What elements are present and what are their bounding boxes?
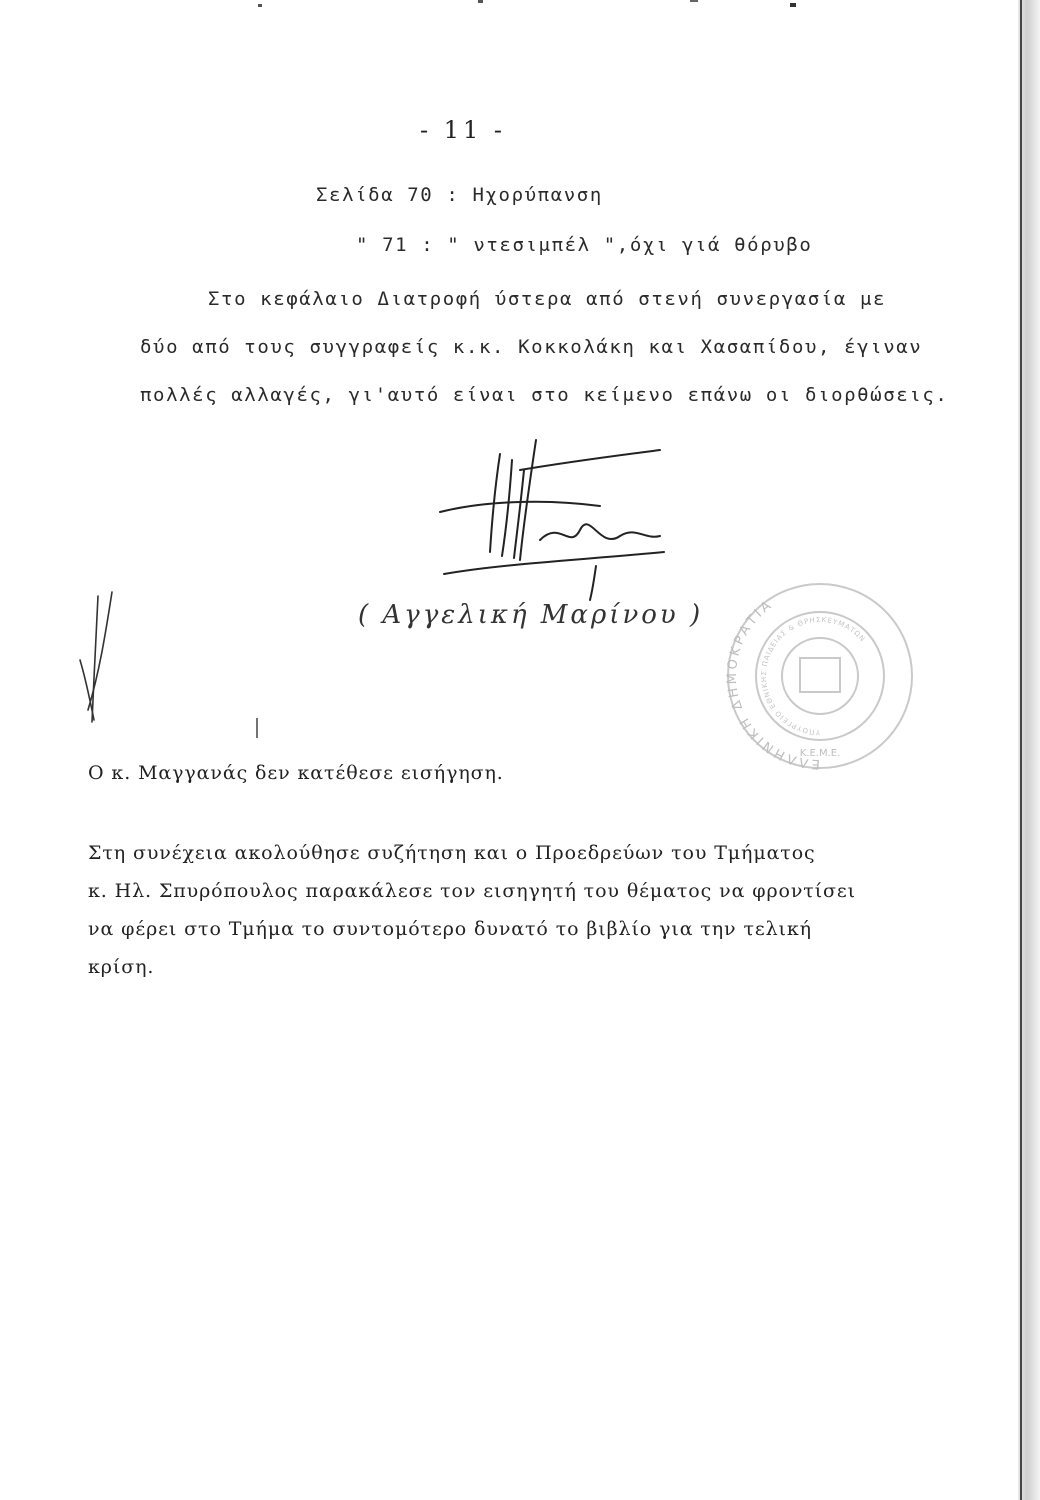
margin-mark: [70, 590, 130, 730]
closing-paragraph-line-4: κρίση.: [88, 956, 155, 978]
official-stamp: [710, 580, 930, 780]
statement-line: Ο κ. Μαγγανάς δεν κατέθεσε εισήγηση.: [88, 762, 504, 784]
intro-paragraph-line-2: δύο από τους συγγραφείς κ.κ. Κοκκολάκη και Χασαπίδου, έγιναν: [140, 336, 923, 358]
closing-paragraph-line-2: κ. Ηλ. Σπυρόπουλος παρακάλεσε τον εισηγητή του θέματος να φροντίσει: [88, 880, 857, 902]
stamp-outer-text: ΕΛΛΗΝΙΚΗ ΔΗΜΟΚΡΑΤΙΑ: [724, 596, 821, 772]
signature-scribble: [420, 440, 680, 600]
stray-mark: [254, 716, 260, 740]
closing-paragraph-line-1: Στη συνέχεια ακολούθησε συζήτηση και ο Προεδρεύων του Τμήματος: [88, 842, 816, 864]
closing-paragraph-line-3: να φέρει στο Τμήμα το συντομότερο δυνατό το βιβλίο για την τελική: [88, 918, 812, 940]
correction-line-page71: " 71 : " ντεσιμπέλ ",όχι γιά θόρυβο: [356, 234, 813, 256]
stamp-inner-text: ΥΠΟΥΡΓΕΙΟ ΕΘΝΙΚΗΣ ΠΑΙΔΕΙΑΣ & ΘΡΗΣΚΕΥΜΑΤΩΝ: [759, 615, 867, 737]
scan-specks: [0, 0, 1040, 12]
signatory-name: ( Αγγελική Μαρίνου ): [358, 600, 704, 630]
stamp-bottom-text: Κ.Ε.Μ.Ε.: [799, 748, 841, 759]
correction-line-page70: Σελίδα 70 : Ηχορύπανση: [316, 184, 603, 206]
intro-paragraph-line-1: Στο κεφάλαιο Διατροφή ύστερα από στενή συνεργασία με: [208, 288, 887, 310]
svg-text:ΥΠΟΥΡΓΕΙΟ ΕΘΝΙΚΗΣ ΠΑΙΔΕΙΑΣ & Θ: [760, 616, 867, 736]
intro-paragraph-line-3: πολλές αλλαγές, γι'αυτό είναι στο κείμενο επάνω οι διορθώσεις.: [140, 384, 949, 406]
page-number: - 11 -: [420, 116, 507, 144]
page-edge-line: [1020, 0, 1022, 1500]
